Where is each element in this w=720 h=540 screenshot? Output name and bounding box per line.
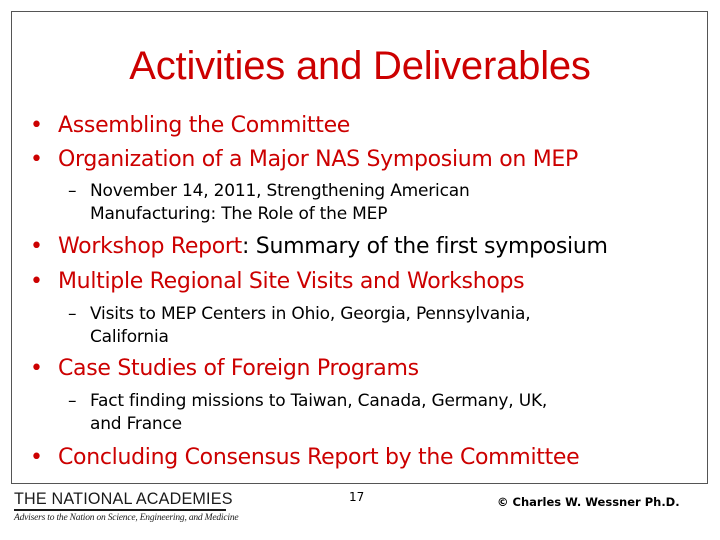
sub-dash: – — [68, 391, 77, 411]
bullet-text: Organization of a Major NAS Symposium on MEP — [58, 147, 578, 172]
bullet-text: : Summary of the first symposium — [241, 234, 608, 259]
bullet-nas-symposium — [30, 147, 578, 172]
national-academies-logo — [14, 489, 239, 526]
logo-wordmark: THE NATIONAL ACADEMIES — [14, 489, 233, 508]
bullet-dot: • — [30, 269, 43, 294]
logo-rule — [14, 509, 226, 511]
bullet-text: Case Studies of Foreign Programs — [58, 356, 419, 381]
bullet-text: Multiple Regional Site Visits and Workshops — [58, 269, 525, 294]
bullet-case-studies — [30, 356, 419, 381]
logo-tagline: Advisers to the Nation on Science, Engineering, and Medicine — [14, 513, 239, 523]
bullet-consensus-report — [30, 445, 579, 470]
sub-bullet-november-symposium — [68, 180, 470, 226]
bullet-dot: • — [30, 356, 43, 381]
bullet-dot: • — [30, 113, 43, 138]
bullet-text: Concluding Consensus Report by the Committee — [58, 445, 580, 470]
bullet-text: Assembling the Committee — [58, 113, 351, 138]
bullet-workshop-report — [30, 234, 608, 259]
bullet-regional-site-visits — [30, 269, 524, 294]
sub-text-line1: Fact finding missions to Taiwan, Canada, Germany, UK, — [90, 391, 548, 411]
sub-text-line1: Visits to MEP Centers in Ohio, Georgia, Pennsylvania, — [90, 304, 531, 324]
bullet-dot: • — [30, 445, 43, 470]
sub-dash: – — [68, 304, 77, 324]
bullet-text-highlight: Workshop Report — [58, 234, 242, 259]
slide-title: Activities and Deliverables — [129, 44, 591, 88]
sub-text-line2: and France — [90, 414, 182, 434]
sub-text-line2: Manufacturing: The Role of the MEP — [90, 204, 388, 224]
sub-bullet-mep-center-visits — [68, 303, 530, 349]
sub-text-line1: November 14, 2011, Strengthening American — [90, 181, 470, 201]
copyright-notice: © Charles W. Wessner Ph.D. — [497, 495, 680, 509]
bullet-dot: • — [30, 234, 43, 259]
sub-text-line2: California — [90, 327, 169, 347]
sub-dash: – — [68, 181, 77, 201]
bullet-assembling-committee — [30, 113, 350, 138]
bullet-dot: • — [30, 147, 43, 172]
sub-bullet-fact-finding — [68, 390, 547, 436]
page-number: 17 — [349, 490, 365, 504]
